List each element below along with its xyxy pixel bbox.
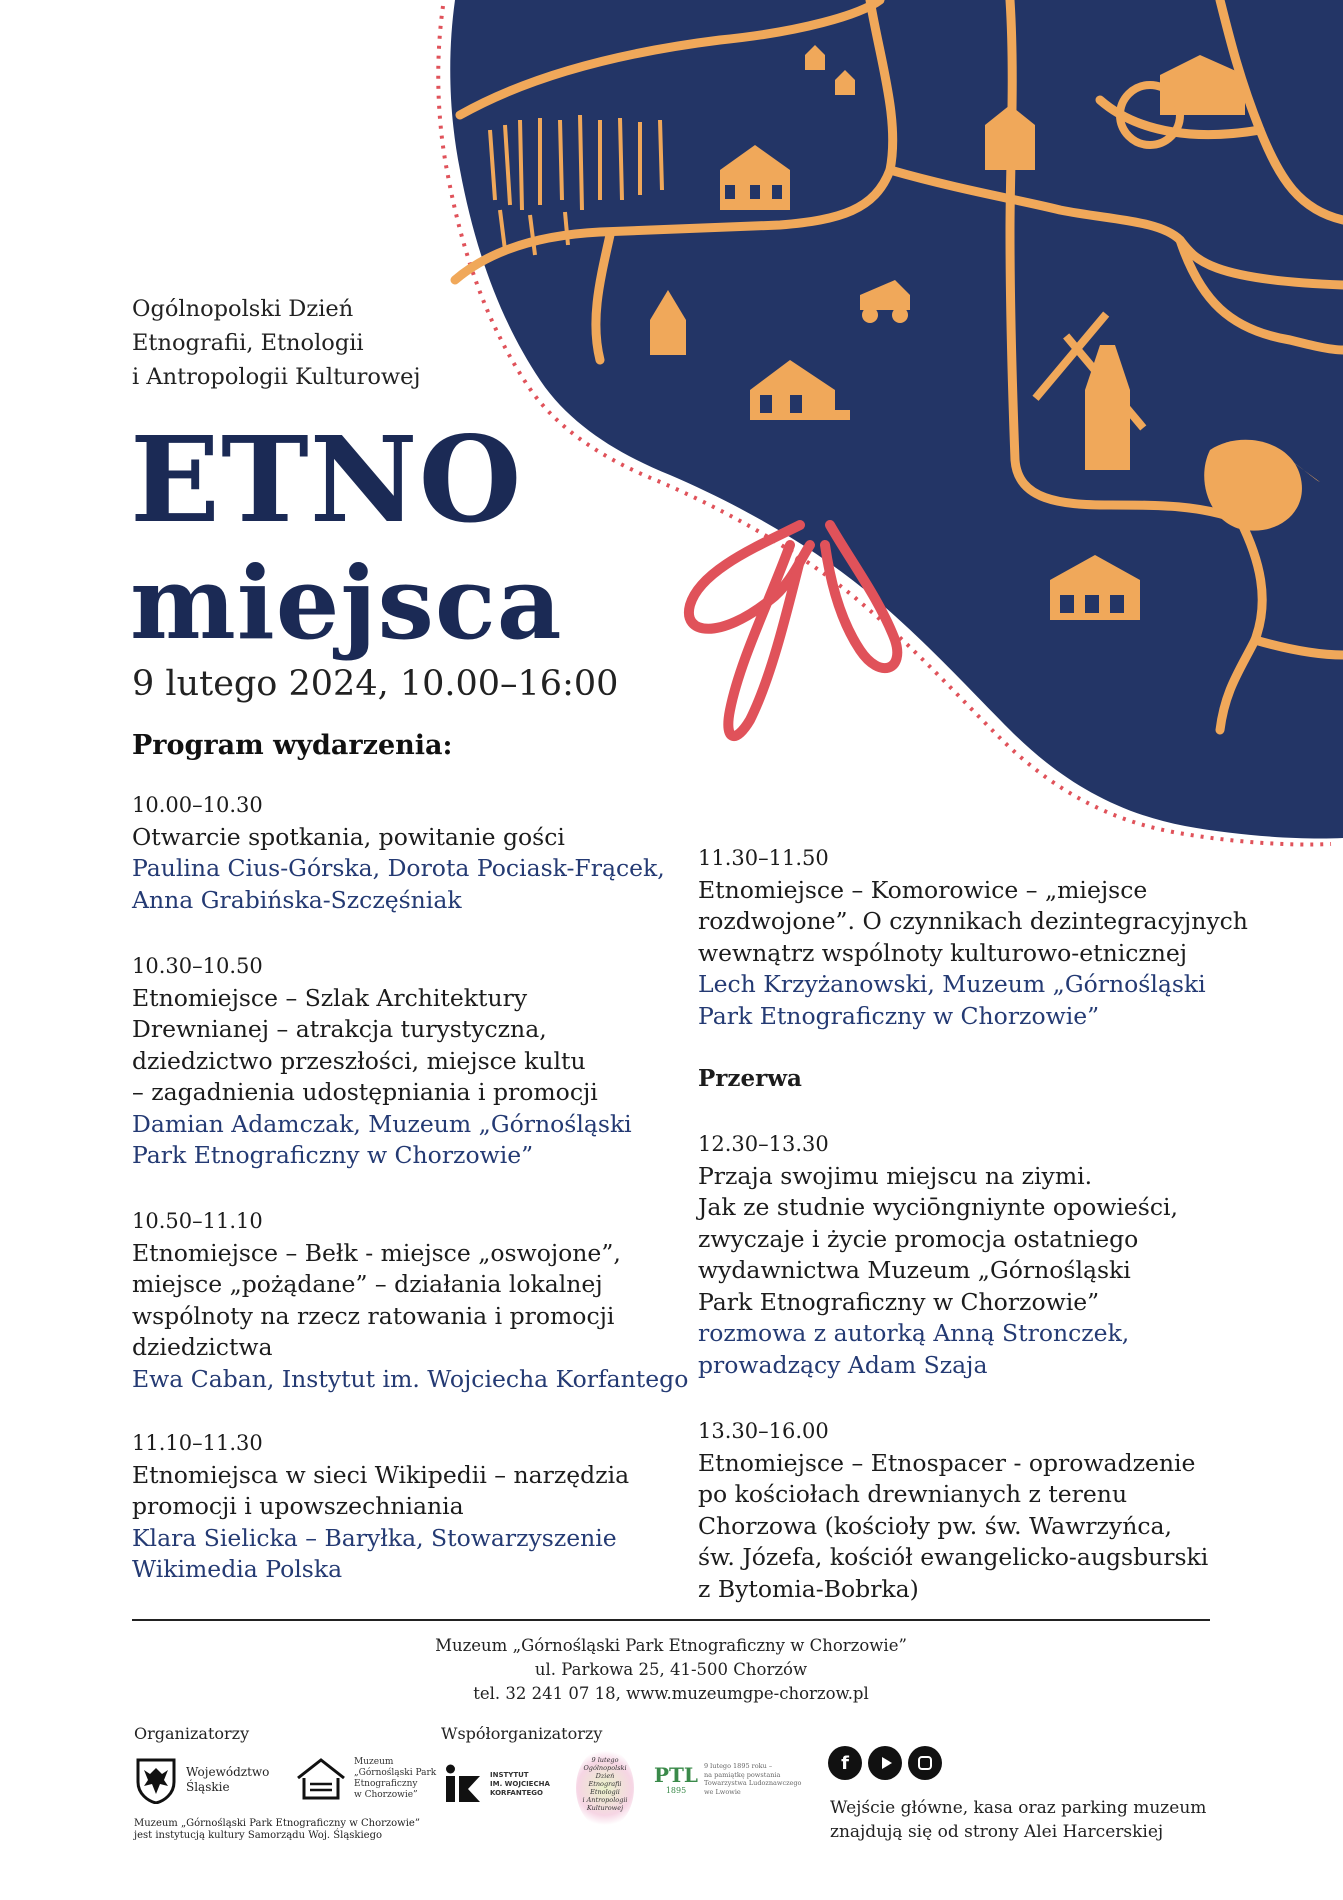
logo-text-line: 9 lutego 1895 roku – bbox=[703, 1762, 773, 1770]
address-line: ul. Parkowa 25, 41-500 Chorzów bbox=[534, 1660, 808, 1679]
logo-ptl bbox=[654, 1762, 801, 1796]
break-label: Przerwa bbox=[698, 1065, 802, 1092]
program-line: Chorzowa (kościoły pw. św. Wawrzyńca, bbox=[698, 1511, 1172, 1540]
logo-text-line: w Chorzowie” bbox=[354, 1790, 418, 1800]
program-speaker: Paulina Cius-Górska, Dorota Pociask-Frącek, bbox=[132, 854, 665, 882]
program-line: Park Etnograficzny w Chorzowie” bbox=[698, 1287, 1100, 1316]
address-line: tel. 32 241 07 18, www.muzeumgpe-chorzow.pl bbox=[473, 1684, 869, 1703]
program-line: Etnomiejsce – Bełk - miejsce „oswojone”, bbox=[132, 1238, 621, 1267]
logo-text-line: we Lwowie bbox=[703, 1787, 741, 1796]
program-speaker: Anna Grabińska-Szczęśniak bbox=[132, 885, 462, 914]
youtube-icon[interactable] bbox=[868, 1746, 902, 1780]
program-line: Etnomiejsce – Komorowice – „miejsce bbox=[698, 875, 1148, 904]
program-heading: Program wydarzenia: bbox=[132, 730, 453, 761]
logo-text-line: Dzień bbox=[595, 1772, 615, 1780]
logo-text-line: i Antropologii bbox=[582, 1796, 628, 1804]
coorganizers-label: Współorganizatorzy bbox=[441, 1724, 603, 1743]
museum-address bbox=[132, 1634, 1210, 1706]
program-line: zwyczaje i życie promocja ostatniego bbox=[698, 1224, 1139, 1253]
entry-line: Wejście główne, kasa oraz parking muzeum bbox=[830, 1798, 1207, 1818]
program-line: Drewnianej – atrakcja turystyczna, bbox=[132, 1015, 547, 1043]
logo-muzeum-gpe bbox=[294, 1756, 436, 1802]
program-time: 10.00–10.30 bbox=[132, 793, 263, 817]
program-line: z Bytomia-Bobrka) bbox=[698, 1574, 919, 1603]
facebook-icon[interactable]: f bbox=[828, 1746, 862, 1780]
program-speaker: Wikimedia Polska bbox=[132, 1555, 343, 1583]
program-line: po kościołach drewnianych z terenu bbox=[698, 1480, 1128, 1508]
logo-text-line: KORFANTEGO bbox=[490, 1788, 543, 1797]
title-line-2: miejsca bbox=[130, 544, 563, 662]
program-line: Etnomiejsce – Etnospacer - oprowadzenie bbox=[698, 1448, 1196, 1477]
logo-text-line: 9 lutego bbox=[591, 1756, 619, 1764]
subtitle-line: i Antropologii Kulturowej bbox=[132, 364, 421, 390]
program-line: wydawnictwa Muzeum „Górnośląski bbox=[698, 1256, 1131, 1284]
program-time: 10.30–10.50 bbox=[132, 954, 263, 978]
program-speaker: rozmowa z autorką Anną Stronczek, bbox=[698, 1319, 1130, 1347]
note-line: jest instytucją kultury Samorządu Woj. Śląskiego bbox=[134, 1830, 383, 1841]
program-speaker: prowadzący Adam Szaja bbox=[698, 1350, 988, 1379]
logo-text-line: Etnografii bbox=[588, 1780, 622, 1788]
program-time: 12.30–13.30 bbox=[698, 1132, 829, 1156]
organizer-note bbox=[134, 1818, 420, 1842]
logo-text-line: Ogólnopolski bbox=[583, 1764, 627, 1772]
logo-text-line: INSTYTUT bbox=[490, 1770, 529, 1779]
logo-text-line: Muzeum bbox=[354, 1757, 394, 1767]
program-line: wewnątrz wspólnoty kulturowo-etnicznej bbox=[698, 938, 1188, 967]
program-item bbox=[132, 790, 665, 916]
instagram-icon[interactable] bbox=[908, 1746, 942, 1780]
program-time: 11.30–11.50 bbox=[698, 846, 829, 870]
logo-text-line: na pamiątkę powstania bbox=[703, 1770, 781, 1779]
program-item bbox=[698, 1416, 1208, 1605]
program-line: Etnomiejsce – Szlak Architektury bbox=[132, 983, 528, 1012]
note-line: Muzeum „Górnośląski Park Etnograficzny w Chorzowie” bbox=[134, 1818, 420, 1829]
program-speaker: Lech Krzyżanowski, Muzeum „Górnośląski bbox=[698, 970, 1206, 998]
program-line: dziedzictwo przeszłości, miejsce kultu bbox=[132, 1046, 586, 1075]
logo-text-line: Śląskie bbox=[186, 1780, 230, 1794]
logo-dzien-etnografii bbox=[576, 1748, 634, 1828]
museum-house-icon bbox=[294, 1756, 348, 1802]
subtitle-line: Ogólnopolski Dzień bbox=[132, 296, 354, 322]
logo-text-line: Etnologii bbox=[590, 1788, 620, 1796]
program-line: miejsce „pożądane” – działania lokalnej bbox=[132, 1270, 603, 1298]
event-date: 9 lutego 2024, 10.00–16:00 bbox=[132, 664, 619, 704]
organizers-label: Organizatorzy bbox=[134, 1724, 250, 1743]
program-line: promocji i upowszechniania bbox=[132, 1492, 464, 1520]
program-speaker: Klara Sielicka – Baryłka, Stowarzyszenie bbox=[132, 1523, 617, 1552]
program-line: Otwarcie spotkania, powitanie gości bbox=[132, 822, 565, 851]
logo-text-line: Etnograficzny bbox=[354, 1779, 418, 1789]
program-item bbox=[132, 951, 632, 1172]
logo-text-line: IM. WOJCIECHA bbox=[490, 1779, 550, 1788]
subtitle-line: Etnografii, Etnologii bbox=[132, 330, 364, 356]
program-line: św. Józefa, kościół ewangelicko-augsburski bbox=[698, 1543, 1209, 1571]
program-line: dziedzictwa bbox=[132, 1333, 273, 1361]
title-line-1: ETNO bbox=[130, 410, 523, 549]
program-speaker: Park Etnograficzny w Chorzowie” bbox=[698, 1001, 1100, 1030]
footer-divider bbox=[132, 1619, 1210, 1621]
entry-line: znajdują się od strony Alei Harcerskiej bbox=[830, 1822, 1164, 1842]
logo-instytut-korfantego bbox=[444, 1764, 550, 1804]
program-line: Przaja swojimu miejscu na ziymi. bbox=[698, 1161, 1093, 1190]
program-line: – zagadnienia udostępniania i promocji bbox=[132, 1078, 598, 1106]
program-speaker: Ewa Caban, Instytut im. Wojciecha Korfantego bbox=[132, 1364, 689, 1393]
eagle-emblem-icon bbox=[134, 1756, 178, 1804]
ptl-mark: PTL bbox=[654, 1762, 698, 1787]
program-line: Etnomiejsca w sieci Wikipedii – narzędzia bbox=[132, 1460, 630, 1489]
ptl-year: 1895 bbox=[665, 1785, 687, 1795]
event-subtitle bbox=[132, 292, 420, 394]
program-time: 10.50–11.10 bbox=[132, 1209, 263, 1233]
program-time: 11.10–11.30 bbox=[132, 1431, 263, 1455]
logo-text-line: Województwo bbox=[186, 1765, 270, 1779]
program-speaker: Park Etnograficzny w Chorzowie” bbox=[132, 1141, 534, 1169]
program-item bbox=[698, 1129, 1178, 1381]
program-line: Jak ze studnie wyciōngniynte opowieści, bbox=[698, 1193, 1178, 1221]
program-line: wspólnoty na rzecz ratowania i promocji bbox=[132, 1301, 615, 1330]
logo-wojewodztwo-slaskie bbox=[134, 1756, 269, 1804]
entry-info bbox=[830, 1796, 1206, 1844]
logo-text-line: Kulturowej bbox=[586, 1804, 624, 1812]
program-line: rozdwojone”. O czynnikach dezintegracyjnych bbox=[698, 907, 1248, 935]
program-item bbox=[132, 1428, 629, 1586]
program-item bbox=[698, 843, 1248, 1032]
program-time: 13.30–16.00 bbox=[698, 1419, 829, 1443]
program-speaker: Damian Adamczak, Muzeum „Górnośląski bbox=[132, 1109, 632, 1138]
social-icons bbox=[828, 1746, 942, 1780]
program-item bbox=[132, 1206, 688, 1395]
address-line: Muzeum „Górnośląski Park Etnograficzny w Chorzowie” bbox=[435, 1636, 907, 1655]
instytut-mark-icon bbox=[444, 1764, 482, 1804]
logo-text-line: Towarzystwa Ludoznawczego bbox=[703, 1779, 802, 1787]
logo-text-line: „Górnośląski Park bbox=[354, 1768, 437, 1778]
